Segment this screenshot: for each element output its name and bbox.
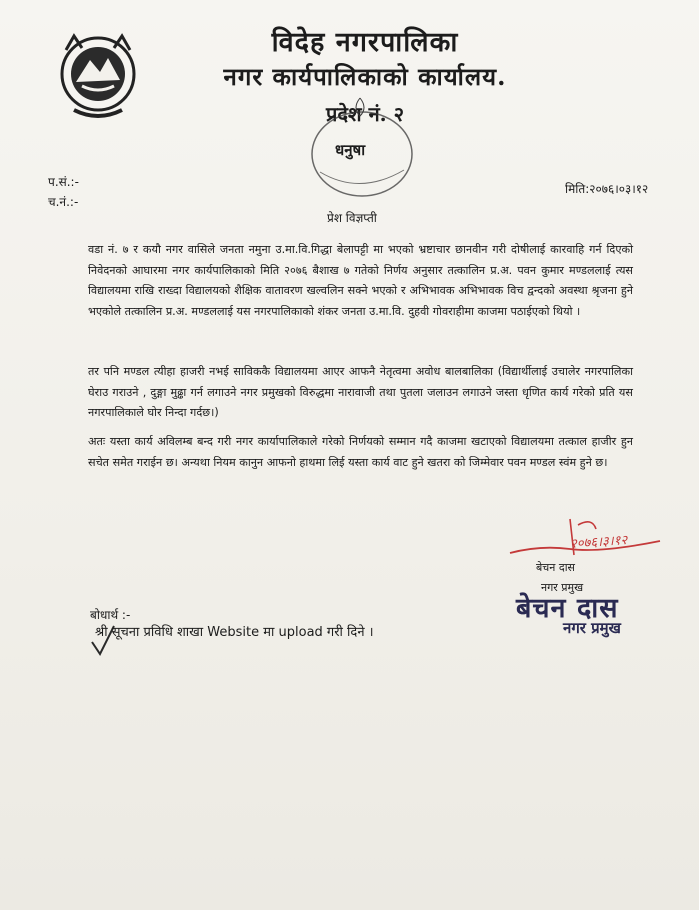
letter-subject: प्रेश विज्ञप्ती bbox=[327, 211, 377, 225]
cc-label: बोधार्थ :- bbox=[90, 608, 131, 622]
province-label: प्रदेश नं. २ bbox=[326, 102, 404, 126]
cc-instruction: श्री सूचना प्रविधि शाखा Website मा upload गरी दिने । bbox=[95, 625, 374, 640]
signer-name: बेचन दास bbox=[536, 561, 575, 574]
office-name: नगर कार्यपालिकाको कार्यालय. bbox=[223, 62, 507, 91]
body-paragraph-1: वडा नं. ७ र कयौ नगर वासिले जनता नमुना उ.मा.वि.गिद्धा बेलापट्टी मा भएको भ्रष्टाचार छानवीन गरी दोषीलाई कारवाहि गर्न दिएको निवेदनको आघारमा नगर कार्यपालिकाको मिति २०७६ बैशाख ७ गतेको निर्णय अनुसार तत्कालिन प्र.अ. पवन कुमार मण्डललाई त्यस विद्यालयमा राखि राख्दा विद्यालयको शैक्षिक वातावरण खल्वलिन सक्ने भएको र अभिभावक अभिभावक विच द्वन्दको अवस्था श्रृजना हुने भएकोले तत्कालिन प्र.अ. मण्डललाई यस नगरपालिकाको शंकर जनता उ.मा.वि. दुहवी गोवराहीमा काजमा पठाईएको थियो । bbox=[88, 243, 633, 318]
letter-date: मिति:२०७६।०३।१२ bbox=[565, 182, 649, 196]
municipality-name: विदेह नगरपालिका bbox=[271, 27, 459, 58]
signature-date: २०७६।३।१२ bbox=[569, 533, 628, 552]
signer-title: नगर प्रमुख bbox=[541, 581, 584, 594]
dispatch-number-label: च.नं.:- bbox=[48, 195, 79, 209]
mayor-stamp-title: नगर प्रमुख bbox=[563, 619, 621, 637]
body-paragraph-2: तर पनि मण्डल त्यीहा हाजरी नभई साविककै विद्यालयमा आएर आफनै नेतृत्वमा अवोध बालबालिका (विद्यार्थीलाई उचालेर नगरपालिका घेराउ गराउने , दुङ्गा मुढ्ढा गर्न लगाउने नगर प्रमुखको विरुद्धमा नारावाजी तथा पुतला जलाउन लगाउने जस्ता धृणित कार्य गरेको प्रति यस नगरपालिकाले घोर निन्दा गर्दछ।) bbox=[88, 365, 633, 420]
reference-number-label: प.सं.:- bbox=[48, 175, 79, 189]
mayor-stamp-name: बेचन दास bbox=[516, 593, 619, 624]
government-emblem-icon bbox=[56, 30, 140, 120]
seal-district-label: धनुषा bbox=[335, 141, 366, 159]
body-paragraph-3: अतः यस्ता कार्य अविलम्ब बन्द गरी नगर कार्यापालिकाले गरेको निर्णयको सम्मान गदै काजमा खटाएको विद्यालयमा तत्काल हाजीर हुन सचेत समेत गराईन छ। अन्यथा नियम कानुन आफनो हाथमा लिई यस्ता कार्य वाट हुने खतरा को जिम्मेवार पवन मण्डल स्वंम हुने छ। bbox=[88, 435, 633, 469]
